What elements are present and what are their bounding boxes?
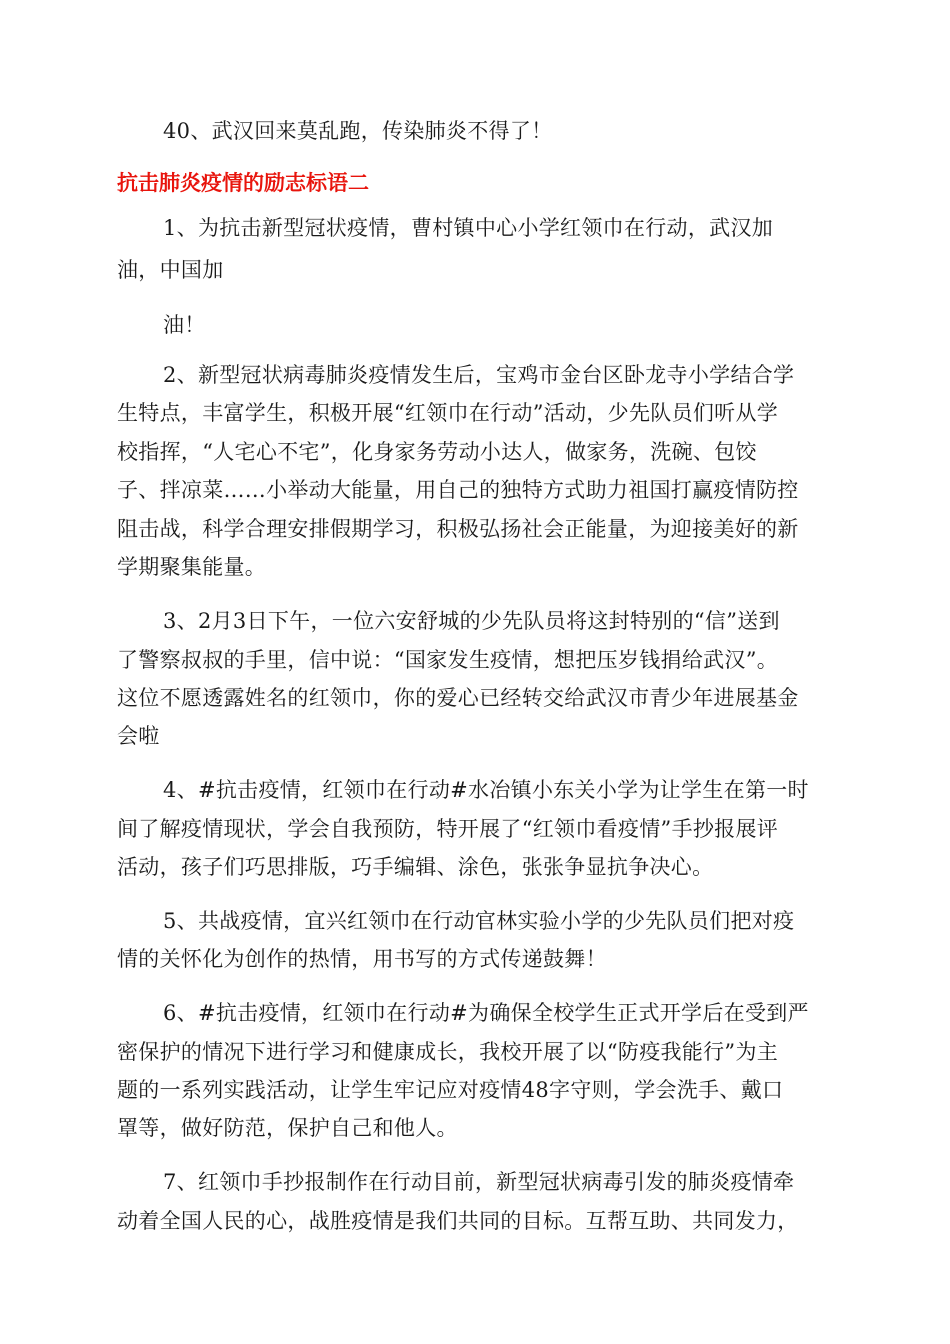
paragraph-line: 7、红领巾手抄报制作在行动目前，新型冠状病毒引发的肺炎疫情牵 [163,1170,795,1194]
paragraph-line: 这位不愿透露姓名的红领巾，你的爱心已经转交给武汉市青少年进展基金 [117,686,799,710]
paragraph-line: 阻击战，科学合理安排假期学习，积极弘扬社会正能量，为迎接美好的新 [117,517,799,541]
paragraph-line: 油，中国加 [117,258,224,282]
paragraph-line: 会啦 [117,724,160,748]
paragraph-line: 密保护的情况下进行学习和健康成长，我校开展了以“防疫我能行”为主 [117,1040,779,1064]
paragraph-line: 4、#抗击疫情，红领巾在行动#水冶镇小东关小学为让学生在第一时 [163,778,809,802]
paragraph-line: 油！ [163,313,206,337]
paragraph-line: 了警察叔叔的手里，信中说：“国家发生疫情，想把压岁钱捐给武汉”。 [117,648,779,672]
paragraph-line: 5、共战疫情，宜兴红领巾在行动官林实验小学的少先队员们把对疫 [163,909,795,933]
paragraph-line: 罩等，做好防范，保护自己和他人。 [117,1116,458,1140]
paragraph-line: 情的关怀化为创作的热情，用书写的方式传递鼓舞！ [117,947,607,971]
paragraph-line: 1、为抗击新型冠状疫情，曹村镇中心小学红领巾在行动，武汉加 [163,216,774,240]
paragraph-line: 生特点，丰富学生，积极开展“红领巾在行动”活动，少先队员们听从学 [117,401,779,425]
paragraph-line: 子、拌凉菜……小举动大能量，用自己的独特方式助力祖国打赢疫情防控 [117,478,799,502]
intro-line: 40、武汉回来莫乱跑，传染肺炎不得了！ [163,119,553,143]
paragraph-line: 间了解疫情现状，学会自我预防，特开展了“红领巾看疫情”手抄报展评 [117,817,779,841]
paragraph-line: 题的一系列实践活动，让学生牢记应对疫情48字守则，学会洗手、戴口 [117,1078,784,1102]
paragraph-line: 学期聚集能量。 [117,555,267,579]
section-heading: 抗击肺炎疫情的励志标语二 [117,171,369,195]
paragraph-line: 6、#抗击疫情，红领巾在行动#为确保全校学生正式开学后在受到严 [163,1001,809,1025]
paragraph-line: 活动，孩子们巧思排版，巧手编辑、涂色，张张争显抗争决心。 [117,855,714,879]
paragraph-line: 校指挥，“人宅心不宅”，化身家务劳动小达人，做家务，洗碗、包饺 [117,440,757,464]
paragraph-line: 动着全国人民的心，战胜疫情是我们共同的目标。互帮互助、共同发力， [117,1209,799,1233]
paragraph-line: 2、新型冠状病毒肺炎疫情发生后，宝鸡市金台区卧龙寺小学结合学 [163,363,795,387]
paragraph-line: 3、2月3日下午，一位六安舒城的少先队员将这封特别的“信”送到 [163,609,780,633]
